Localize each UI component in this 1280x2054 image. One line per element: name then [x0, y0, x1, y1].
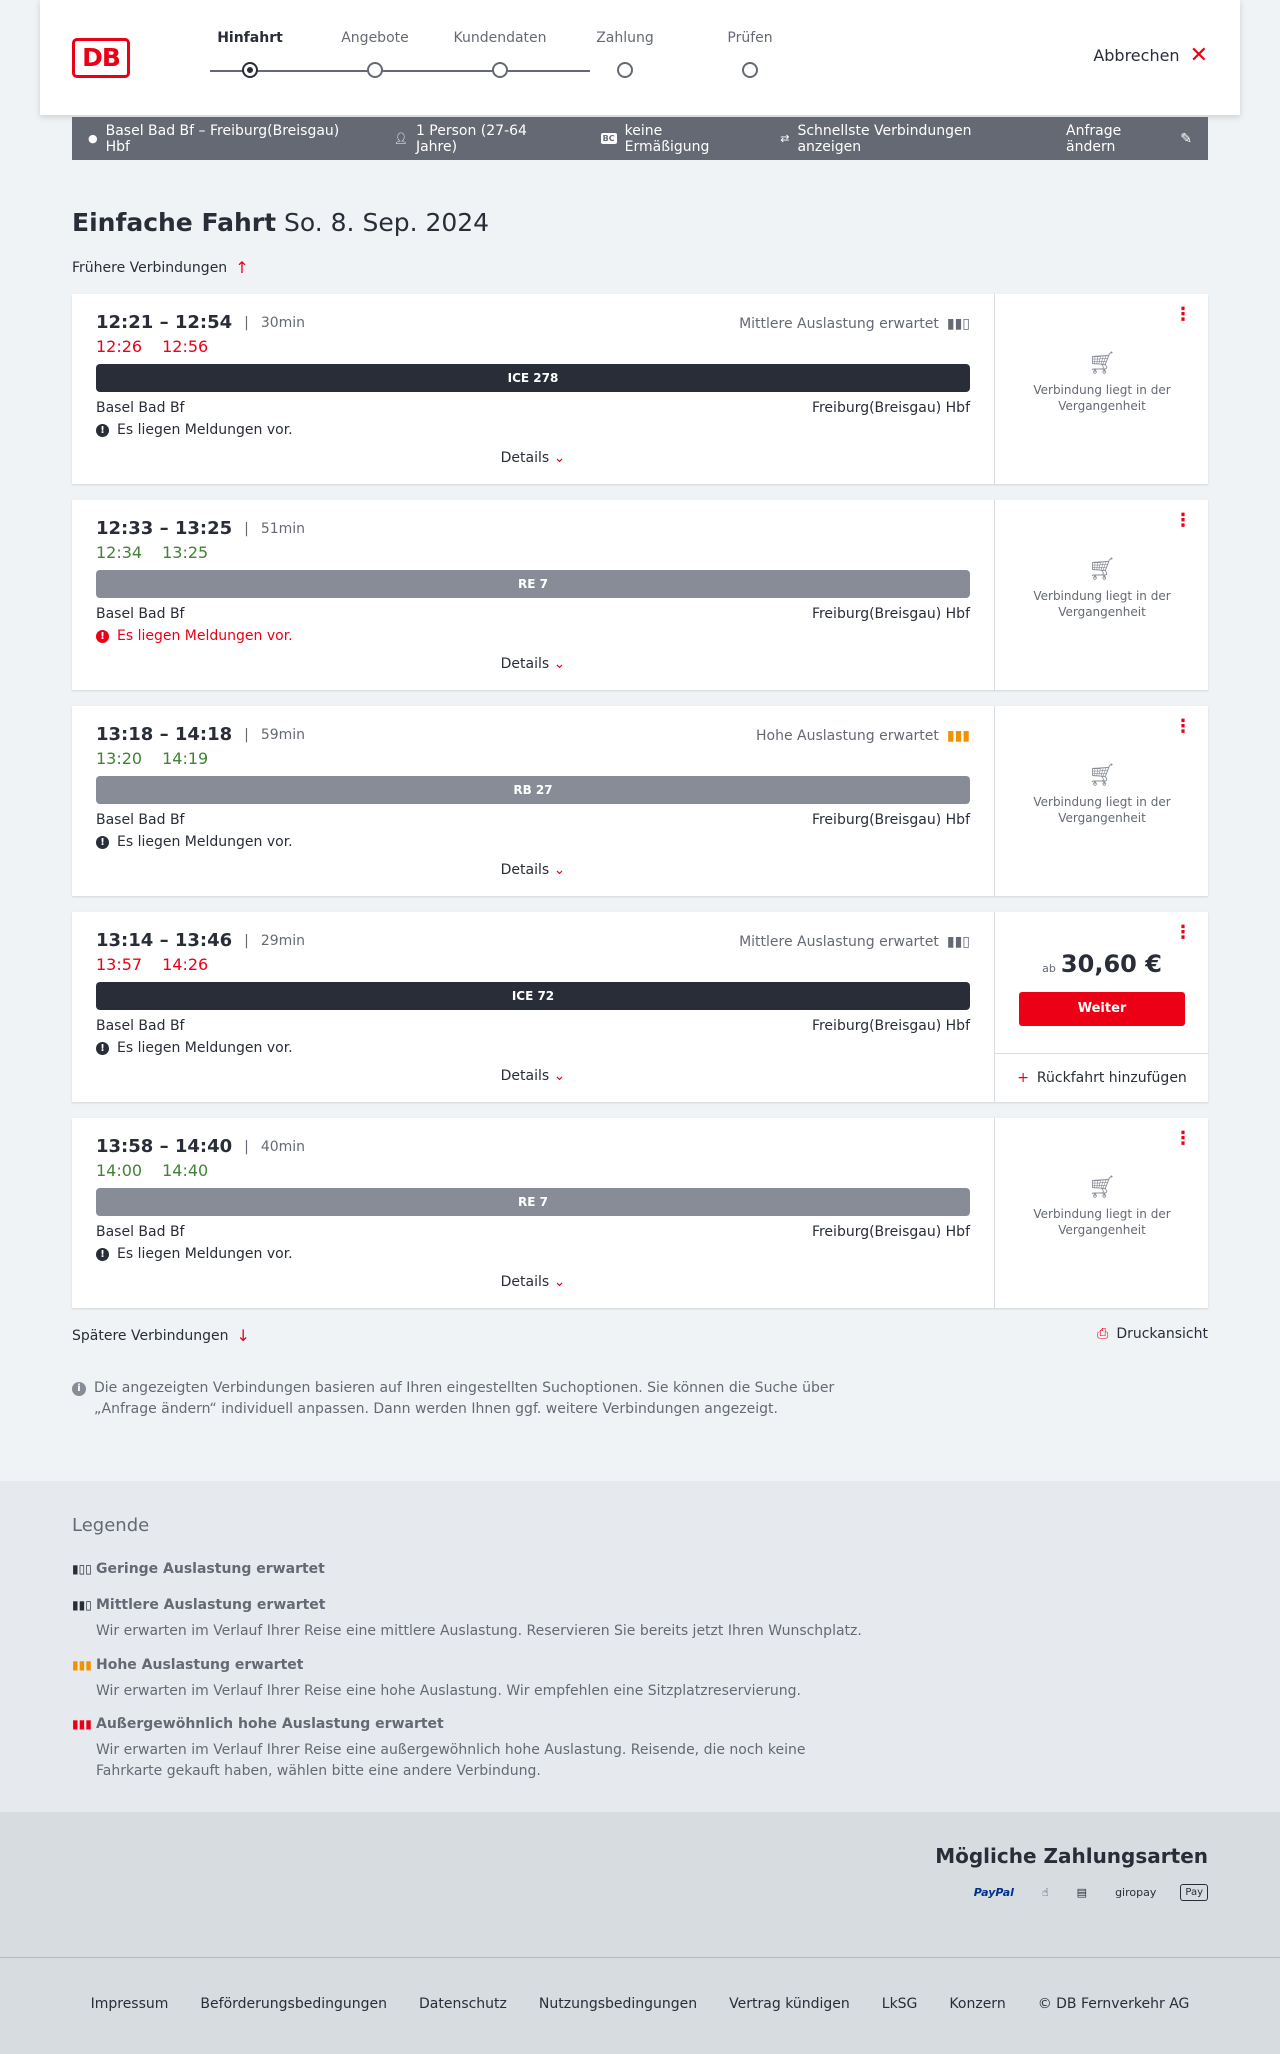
footer-link-nutzungsbedingungen[interactable]: Nutzungsbedingungen: [538, 1996, 698, 2012]
arrow-up-icon: ↑: [235, 258, 249, 277]
connection-card[interactable]: [72, 912, 1208, 1102]
step-angebote: Angebote: [315, 30, 435, 46]
stations: Basel Bad Bf Freiburg(Breisgau) Hbf: [96, 400, 970, 416]
past-connection-notice: 🛒︎ Verbindung liegt in der Vergangenheit: [995, 356, 1209, 414]
chevron-down-icon: ⌄: [553, 862, 566, 878]
planned-times: 12:21 – 12:54 | 30min: [96, 312, 306, 333]
realtime-times: 14:00 14:40: [96, 1161, 209, 1180]
travel-date: So. 8. Sep. 2024: [284, 208, 490, 237]
option-summary: ⇄ Schnellste Verbindungen anzeigen: [780, 122, 972, 155]
more-options-icon[interactable]: ⋮: [1174, 304, 1192, 325]
paypal-logo: PayPal: [973, 1886, 1014, 1899]
cart-disabled-icon: 🛒︎: [1088, 1175, 1116, 1200]
stations: Basel Bad Bf Freiburg(Breisgau) Hbf: [96, 1224, 970, 1240]
utilization-high-icon: ▮▮▮: [72, 1658, 92, 1672]
message-notice: ! Es liegen Meldungen vor.: [96, 1040, 970, 1056]
alert-icon: !: [96, 1042, 109, 1055]
connection-card[interactable]: [72, 1118, 1208, 1308]
more-options-icon[interactable]: ⋮: [1174, 922, 1192, 943]
later-connections-link[interactable]: Spätere Verbindungen ↓: [72, 1326, 250, 1345]
progress-line: [210, 70, 590, 72]
utilization-info: Mittlere Auslastung erwartet ▮▮▯: [739, 934, 970, 950]
train-bar: RE 7: [96, 1188, 970, 1216]
giropay-logo: giropay: [1115, 1886, 1157, 1899]
step-dot: [367, 62, 383, 78]
print-view-link[interactable]: ⎙ Druckansicht: [1097, 1326, 1208, 1342]
duration: 30min: [260, 314, 306, 331]
duration: 40min: [260, 1138, 306, 1155]
plus-icon: +: [1017, 1070, 1029, 1086]
more-options-icon[interactable]: ⋮: [1174, 716, 1192, 737]
payment-logos: [970, 1884, 1208, 1901]
apple-pay-logo: Pay: [1180, 1884, 1208, 1901]
duration: 51min: [260, 520, 306, 537]
utilization-medium-icon: ▮▮▯: [946, 316, 970, 332]
route-summary: ● Basel Bad Bf – Freiburg(Breisgau) Hbf: [88, 122, 340, 155]
utilization-info: Mittlere Auslastung erwartet ▮▮▯: [739, 316, 970, 332]
step-dot: [242, 62, 258, 78]
step-dot: [742, 62, 758, 78]
credit-card-icon: ☝: [1041, 1886, 1049, 1899]
footer-link-vertrag-kuendigen[interactable]: Vertrag kündigen: [729, 1996, 850, 2012]
footer-link-befoerderungsbedingungen[interactable]: Beförderungsbedingungen: [200, 1996, 387, 2012]
add-return-button[interactable]: + Rückfahrt hinzufügen: [995, 1053, 1209, 1102]
past-connection-notice: 🛒︎ Verbindung liegt in der Vergangenheit: [995, 562, 1209, 620]
planned-times: 12:33 – 13:25 | 51min: [96, 518, 306, 539]
footer-link-impressum[interactable]: Impressum: [90, 1996, 169, 2012]
cancel-label: Abbrechen: [1093, 46, 1180, 65]
alert-icon: !: [96, 1248, 109, 1261]
swap-icon: ⇄: [780, 132, 790, 145]
step-zahlung: Zahlung: [565, 30, 685, 46]
payment-title: Mögliche Zahlungsarten: [935, 1844, 1208, 1868]
legend-title: Legende: [72, 1515, 150, 1536]
message-notice: ! Es liegen Meldungen vor.: [96, 628, 970, 644]
change-request-button[interactable]: Anfrage ändern ✎: [1066, 122, 1192, 155]
footer: [0, 1957, 1280, 2054]
db-logo[interactable]: DB: [72, 38, 130, 78]
person-icon: 👤︎: [393, 132, 408, 145]
train-bar: ICE 278: [96, 364, 970, 392]
info-notice: i Die angezeigten Verbindungen basieren auf Ihren eingestellten Suchoptionen. Sie können die Suche über „Anfrage ändern“ individuell anpassen. Dann werden Ihnen ggf. weitere Verbindungen angezeigt.: [72, 1378, 842, 1420]
chevron-down-icon: ⌄: [553, 450, 566, 466]
more-options-icon[interactable]: ⋮: [1174, 1128, 1192, 1149]
progress-steps: [180, 30, 773, 90]
duration: 29min: [260, 932, 306, 949]
legend-item-extreme: ▮▮▮ Außergewöhnlich hohe Auslastung erwartet Wir erwarten im Verlauf Ihrer Reise eine außergewöhnlich hohe Auslastung. Reisende, die noch keine Fahrkarte gekauft haben, wählen bitte eine andere Verbindung.: [72, 1716, 806, 1779]
footer-link-lksg[interactable]: LkSG: [881, 1996, 918, 2012]
details-toggle[interactable]: Details ⌄: [500, 1274, 566, 1290]
message-notice: ! Es liegen Meldungen vor.: [96, 834, 970, 850]
legend-section: [0, 1481, 1280, 1812]
utilization-medium-icon: ▮▮▯: [72, 1598, 92, 1612]
details-toggle[interactable]: Details ⌄: [500, 656, 566, 672]
utilization-medium-icon: ▮▮▯: [946, 934, 970, 950]
past-connection-notice: 🛒︎ Verbindung liegt in der Vergangenheit: [995, 768, 1209, 826]
utilization-extreme-icon: ▮▮▮: [72, 1717, 92, 1731]
realtime-times: 13:20 14:19: [96, 749, 209, 768]
step-hinfahrt: Hinfahrt: [190, 30, 310, 46]
connection-card[interactable]: [72, 500, 1208, 690]
cart-disabled-icon: 🛒︎: [1088, 763, 1116, 788]
past-connection-notice: 🛒︎ Verbindung liegt in der Vergangenheit: [995, 1180, 1209, 1238]
planned-times: 13:58 – 14:40 | 40min: [96, 1136, 306, 1157]
realtime-times: 13:57 14:26: [96, 955, 209, 974]
arrow-down-icon: ↓: [236, 1326, 250, 1345]
planned-times: 13:18 – 14:18 | 59min: [96, 724, 306, 745]
alert-icon: !: [96, 630, 109, 643]
connection-card[interactable]: [72, 294, 1208, 484]
step-dot: [492, 62, 508, 78]
earlier-connections-link[interactable]: Frühere Verbindungen ↑: [72, 258, 249, 277]
stations: Basel Bad Bf Freiburg(Breisgau) Hbf: [96, 606, 970, 622]
step-pruefen: Prüfen: [690, 30, 810, 46]
realtime-times: 12:34 13:25: [96, 543, 209, 562]
planned-times: 13:14 – 13:46 | 29min: [96, 930, 306, 951]
page-title: Einfache Fahrt So. 8. Sep. 2024: [72, 208, 490, 237]
info-icon: i: [72, 1382, 86, 1396]
stations: Basel Bad Bf Freiburg(Breisgau) Hbf: [96, 1018, 970, 1034]
cart-disabled-icon: 🛒︎: [1088, 351, 1116, 376]
payment-section: [0, 1812, 1280, 1957]
message-notice: ! Es liegen Meldungen vor.: [96, 422, 970, 438]
pencil-icon: ✎: [1180, 130, 1192, 147]
location-pin-icon: ●: [88, 132, 98, 145]
details-toggle[interactable]: Details ⌄: [500, 1068, 566, 1084]
duration: 59min: [260, 726, 306, 743]
footer-link-datenschutz[interactable]: Datenschutz: [418, 1996, 507, 2012]
traveler-summary: 👤︎ 1 Person (27-64 Jahre): [393, 122, 527, 155]
stations: Basel Bad Bf Freiburg(Breisgau) Hbf: [96, 812, 970, 828]
close-icon: ✕: [1189, 42, 1208, 68]
footer-link-konzern[interactable]: Konzern: [949, 1996, 1006, 2012]
printer-icon: ⎙: [1097, 1326, 1109, 1342]
legend-item-medium: ▮▮▯ Mittlere Auslastung erwartet Wir erwarten im Verlauf Ihrer Reise eine mittlere Auslastung. Reservieren Sie bereits jetzt Ihren Wunschplatz.: [72, 1597, 862, 1639]
step-kundendaten: Kundendaten: [440, 30, 560, 46]
cart-disabled-icon: 🛒︎: [1088, 557, 1116, 582]
alert-icon: !: [96, 424, 109, 437]
legend-item-high: ▮▮▮ Hohe Auslastung erwartet Wir erwarten im Verlauf Ihrer Reise eine hohe Auslastung. Wir empfehlen eine Sitzplatzreservierung.: [72, 1657, 801, 1699]
train-bar: ICE 72: [96, 982, 970, 1010]
train-bar: RE 7: [96, 570, 970, 598]
search-summary-bar: [72, 117, 1208, 160]
footer-copyright: © DB Fernverkehr AG: [1037, 1996, 1190, 2012]
step-dot: [617, 62, 633, 78]
discount-summary: BC keine Ermäßigung: [602, 122, 710, 155]
utilization-high-icon: ▮▮▮: [946, 728, 970, 744]
message-notice: ! Es liegen Meldungen vor.: [96, 1246, 970, 1262]
bahncard-icon: BC: [602, 134, 615, 143]
price: ab 30,60 €: [1042, 950, 1162, 978]
continue-button[interactable]: Weiter: [1019, 992, 1185, 1026]
utilization-low-icon: ▮▯▯: [72, 1562, 92, 1576]
chevron-down-icon: ⌄: [553, 656, 566, 672]
chevron-down-icon: ⌄: [553, 1274, 566, 1290]
cancel-button[interactable]: [1093, 42, 1208, 68]
alert-icon: !: [96, 836, 109, 849]
connection-card[interactable]: [72, 706, 1208, 896]
more-options-icon[interactable]: ⋮: [1174, 510, 1192, 531]
sepa-icon: ▤: [1076, 1886, 1088, 1899]
realtime-times: 12:26 12:56: [96, 337, 209, 356]
train-bar: RB 27: [96, 776, 970, 804]
chevron-down-icon: ⌄: [553, 1068, 566, 1084]
details-toggle[interactable]: Details ⌄: [500, 862, 566, 878]
header: [40, 0, 1240, 115]
utilization-info: Hohe Auslastung erwartet ▮▮▮: [756, 728, 970, 744]
legend-item-low: ▮▯▯ Geringe Auslastung erwartet: [72, 1561, 325, 1577]
details-toggle[interactable]: Details ⌄: [500, 450, 566, 466]
